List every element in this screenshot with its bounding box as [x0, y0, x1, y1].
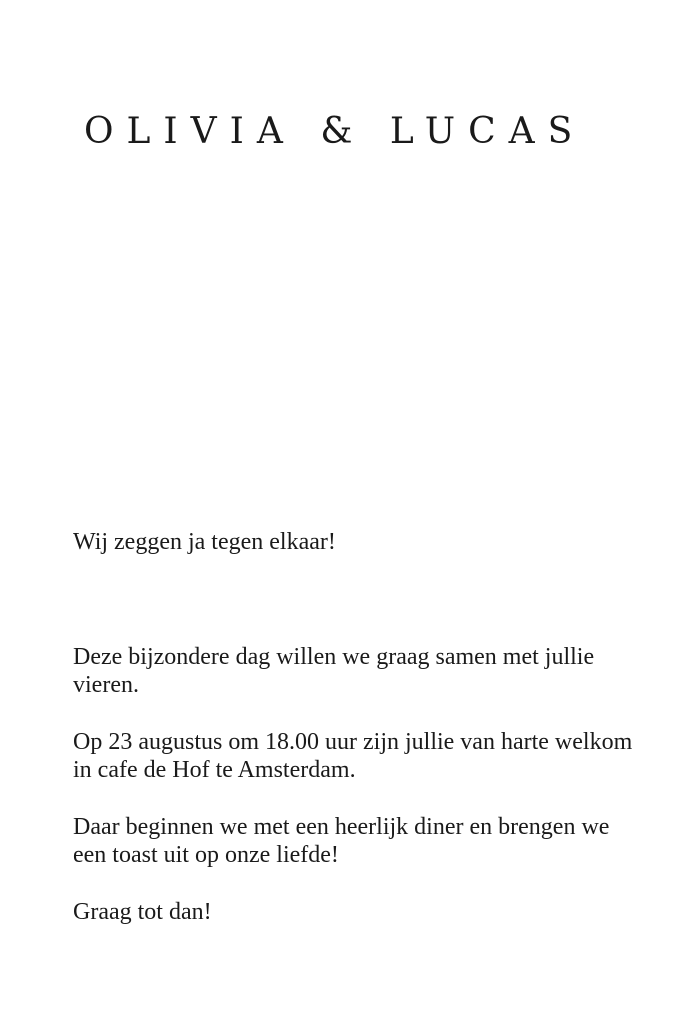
paragraph-intro: Deze bijzondere dag willen we graag samen met jullie vieren.: [73, 644, 595, 698]
ampersand: &: [320, 111, 366, 152]
couple-names: [84, 108, 585, 156]
paragraph-dinner: Daar beginnen we met een heerlijk diner en brengen we een toast uit op onze liefde!: [73, 814, 610, 868]
second-name: LUCAS: [389, 111, 586, 152]
headline: Wij zeggen ja tegen elkaar!: [73, 529, 336, 555]
paragraph-date-location: Op 23 augustus om 18.00 uur zijn jullie van harte welkom in cafe de Hof te Amsterdam.: [73, 729, 633, 783]
invitation-body: [73, 643, 633, 955]
first-name: OLIVIA: [84, 111, 296, 152]
paragraph-closing: Graag tot dan!: [73, 899, 212, 925]
